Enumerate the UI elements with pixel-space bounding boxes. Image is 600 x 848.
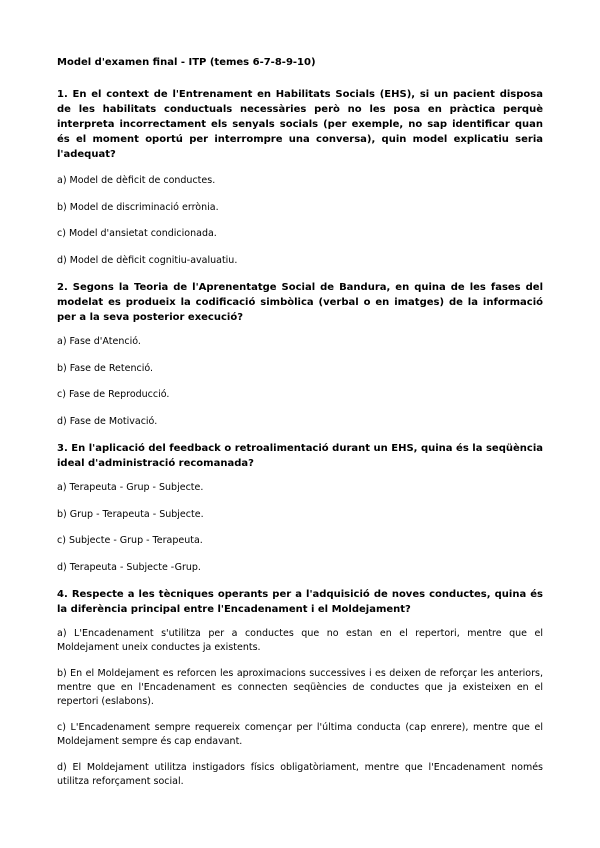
question-4 [57,587,543,789]
question-2 [57,280,543,429]
option-d: d) Fase de Motivació. [57,415,158,427]
option-d: d) El Moldejament utilitza instigadors físics obligatòriament, mentre que l'Encadenament només utilitza reforçament social. [57,762,543,787]
question-text: 4. Respecte a les tècniques operants per a l'adquisició de noves conductes, quina és la diferència principal entre l'Encadenament i el Moldejament? [57,589,543,615]
question-3 [57,441,543,575]
option-c: c) Fase de Reproducció. [57,389,170,400]
option-d: d) Model de dèficit cognitiu-avaluatiu. [57,254,238,266]
option-c: c) L'Encadenament sempre requereix començar per l'última conducta (cap enrere), mentre que el Moldejament sempre és cap endavant. [57,722,543,747]
question-1 [57,87,543,268]
option-b: b) Fase de Retenció. [57,362,154,374]
option-c: c) Model d'ansietat condicionada. [57,228,217,239]
question-text: 1. En el context de l'Entrenament en Habilitats Socials (EHS), si un pacient disposa de les habilitats conductuals necessàries però no les posa en pràctica perquè interpreta incorrectament els senyals socials (per exemple, no sap identificar quan és el moment oportú per interrompre una conversa), quin model explicatiu seria l'adequat? [57,89,543,160]
option-a: a) Terapeuta - Grup - Subjecte. [57,482,204,493]
question-text: 3. En l'aplicació del feedback o retroalimentació durant un EHS, quina és la seqüència ideal d'administració recomanada? [57,443,543,469]
question-text: 2. Segons la Teoria de l'Aprenentatge Social de Bandura, en quina de les fases del modelat es produeix la codificació simbòlica (verbal o en imatges) de la informació per a la seva posterior execució? [57,282,543,323]
option-b: b) Grup - Terapeuta - Subjecte. [57,508,204,520]
option-a: a) Fase d'Atenció. [57,336,141,347]
option-d: d) Terapeuta - Subjecte -Grup. [57,561,201,573]
document-title: Model d'examen final - ITP (temes 6-7-8-9-10) [57,57,316,68]
option-b: b) En el Moldejament es reforcen les aproximacions successives i es deixen de reforçar les anteriors, mentre que en l'Encadenament es connecten seqüències de conductes que ja existeixen en el repertori (eslabons). [57,668,543,707]
option-a: a) L'Encadenament s'utilitza per a conductes que no estan en el repertori, mentre que el Moldejament uneix conductes ja existents. [57,628,543,653]
option-c: c) Subjecte - Grup - Terapeuta. [57,535,203,546]
option-a: a) Model de dèficit de conductes. [57,175,216,186]
option-b: b) Model de discriminació errònia. [57,201,219,213]
